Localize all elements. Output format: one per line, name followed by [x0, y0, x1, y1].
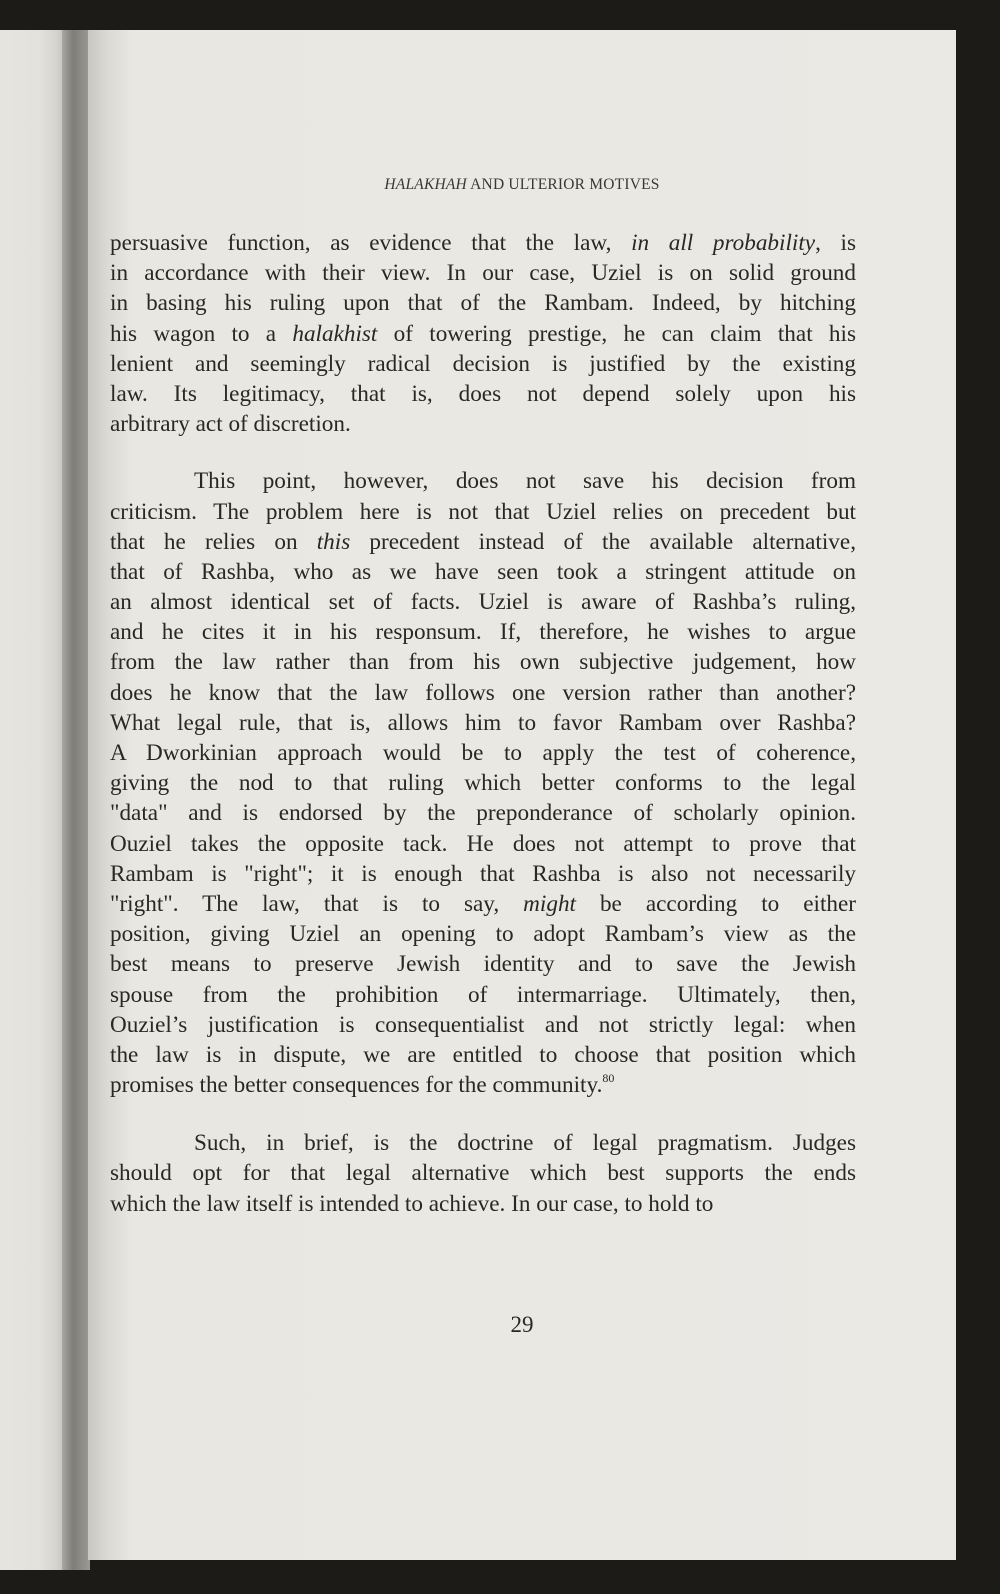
paragraph [110, 1128, 856, 1219]
text-segment: "data" and is endorsed by the preponderance of scholarly opinion. [110, 800, 856, 827]
text-segment: the law is in dispute, we are entitled to choose that position which [110, 1041, 856, 1068]
text-segment: from the law rather than from his own subjective judgement, how [110, 649, 856, 676]
text-line [110, 798, 856, 828]
text-segment: law. Its legitimacy, that is, does not depend solely upon his [110, 380, 856, 407]
text-segment: should opt for that legal alternative which best supports the ends [110, 1160, 856, 1187]
text-segment: an almost identical set of facts. Uziel is aware of Rashba’s ruling, [110, 589, 856, 616]
text-line [110, 738, 856, 768]
emphasis-text: this [316, 528, 351, 555]
text-segment: spouse from the prohibition of intermarriage. Ultimately, then, [110, 981, 856, 1008]
facing-page-edge [0, 30, 70, 1570]
text-line [110, 889, 856, 919]
text-line [110, 409, 856, 439]
emphasis-text: might [523, 890, 576, 917]
text-segment: does he know that the law follows one version rather than another? [110, 679, 856, 706]
text-line [110, 557, 856, 587]
text-segment: arbitrary act of discretion. [110, 411, 351, 438]
page-number: 29 [510, 1312, 534, 1337]
text-segment: be according to either [576, 890, 856, 917]
text-segment: , is [815, 230, 856, 256]
paragraph [110, 228, 856, 439]
running-header-text: AND ULTERIOR MOTIVES [466, 176, 660, 193]
text-segment: lenient and seemingly radical decision is justified by the existing [110, 350, 856, 377]
text-segment: Ouziel takes the opposite tack. He does not attempt to prove that [110, 830, 856, 857]
text-segment: giving the nod to that ruling which better conforms to the legal [110, 770, 856, 797]
paragraph [110, 466, 856, 1100]
text-line [110, 379, 856, 409]
text-segment: of towering prestige, he can claim that his [377, 320, 856, 347]
text-segment: best means to preserve Jewish identity and to save the Jewish [110, 951, 856, 978]
text-segment: Rambam is "right"; it is enough that Rashba is also not necessarily [110, 860, 856, 887]
text-line [110, 1158, 856, 1188]
text-line [110, 1189, 856, 1219]
text-line [110, 1040, 856, 1070]
text-line [110, 466, 856, 496]
body-text [110, 228, 856, 1246]
text-line [110, 647, 856, 677]
text-line [110, 617, 856, 647]
text-line [110, 319, 856, 349]
text-segment: A Dworkinian approach would be to apply the test of coherence, [110, 740, 856, 766]
running-header [88, 176, 956, 194]
text-line [110, 497, 856, 527]
text-segment: Such, in brief, is the doctrine of legal pragmatism. Judges [194, 1130, 856, 1157]
text-segment: his wagon to a [110, 320, 293, 347]
text-segment: criticism. The problem here is not that Uziel relies on precedent but [110, 498, 856, 525]
text-line [110, 949, 856, 979]
text-segment: that of Rashba, who as we have seen took a stringent attitude on [110, 558, 856, 585]
text-segment: that he relies on [110, 528, 317, 555]
text-line [110, 829, 856, 859]
text-segment: promises the better consequences for the community. [110, 1072, 603, 1099]
emphasis-text: halakhist [292, 320, 378, 347]
text-line [110, 258, 856, 288]
text-line [110, 1010, 856, 1040]
text-line [110, 527, 856, 557]
text-segment: position, giving Uziel an opening to adopt Rambam’s view as the [110, 921, 856, 948]
text-segment: precedent instead of the available alternative, [350, 528, 856, 555]
text-segment: persuasive function, as evidence that the law, [110, 230, 632, 256]
text-line [110, 349, 856, 379]
text-line [110, 980, 856, 1010]
text-segment: This point, however, does not save his decision from [194, 468, 856, 495]
text-segment: What legal rule, that is, allows him to favor Rambam over Rashba? [110, 709, 856, 736]
text-line [110, 708, 856, 738]
text-segment: "right". The law, that is to say, [110, 890, 524, 917]
running-header-italic: HALAKHAH [384, 176, 467, 193]
text-line [110, 587, 856, 617]
book-gutter [62, 30, 90, 1570]
text-line [110, 768, 856, 798]
book-page [88, 30, 956, 1560]
text-line [110, 1070, 856, 1100]
emphasis-text: in all probability [631, 230, 816, 256]
text-segment: in basing his ruling upon that of the Rambam. Indeed, by hitching [110, 290, 856, 317]
text-segment: Ouziel’s justification is consequentialist and not strictly legal: when [110, 1011, 856, 1038]
text-line [110, 1128, 856, 1158]
text-segment: and he cites it in his responsum. If, therefore, he wishes to argue [110, 619, 856, 646]
text-segment: which the law itself is intended to achieve. In our case, to hold to [110, 1190, 714, 1217]
text-line [110, 859, 856, 889]
text-line [110, 919, 856, 949]
text-line [110, 228, 856, 258]
text-line [110, 288, 856, 318]
text-line [110, 678, 856, 708]
text-segment: in accordance with their view. In our case, Uziel is on solid ground [110, 260, 856, 287]
footnote-marker: 80 [602, 1071, 615, 1086]
